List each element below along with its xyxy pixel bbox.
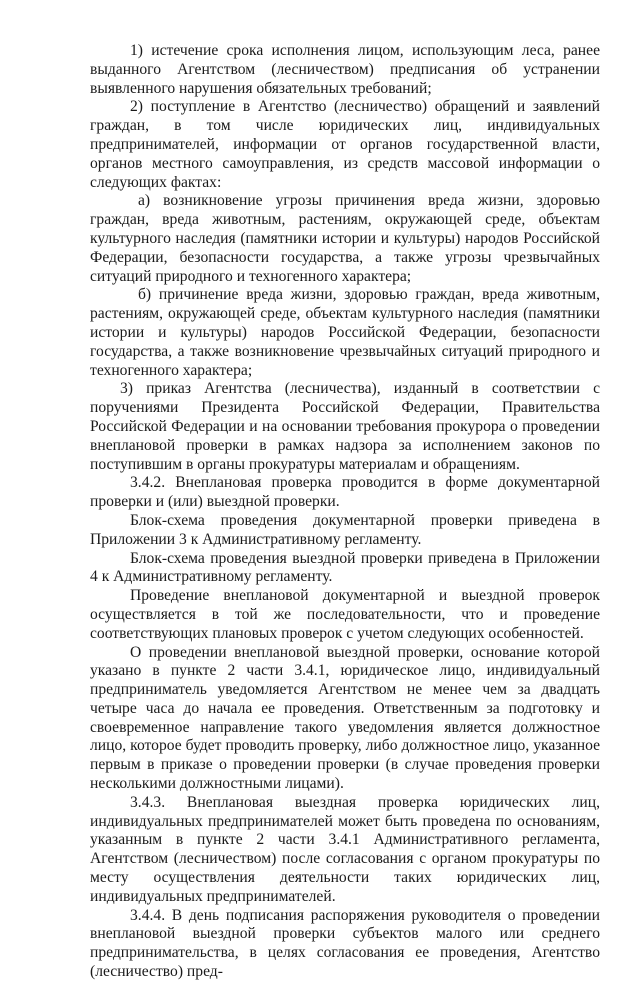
paragraph-subitem-a: а) возникновение угрозы причинения вреда жизни, здоровью граждан, вреда животным, растениям, окружающей среде, объектам культурного наследия (памятники истории и культуры) народов Российской Федерации, безопасности государства, а также угрозы чрезвычайных ситуаций природного и техногенного характера;: [90, 192, 600, 285]
paragraph-flowchart-field: Блок-схема проведения выездной проверки приведена в Приложении 4 к Административному регламенту.: [90, 549, 600, 586]
paragraph-sequence: Проведение внеплановой документарной и выездной проверок осуществляется в той же последовательности, что и проведение соответствующих плановых проверок с учетом следующих особенностей.: [90, 587, 600, 642]
paragraph-3-4-4: 3.4.4. В день подписания распоряжения руководителя о проведении внеплановой выездной проверки субъектов малого или среднего предпринимательства, в целях согласования ее проведения, Агентство (лесничество) пред-: [90, 906, 600, 981]
paragraph-item-3: 3) приказ Агентства (лесничества), изданный в соответствии с поручениями Президента Российской Федерации, Правительства Российской Федерации и на основании требования прокурора о проведении внеплановой проверки в рамках надзора за исполнением законов по поступившим в органы прокуратуры материалам и обращениям.: [90, 380, 600, 473]
paragraph-3-4-2: 3.4.2. Внеплановая проверка проводится в форме документарной проверки и (или) выездной проверки.: [90, 474, 600, 511]
paragraph-flowchart-documentary: Блок-схема проведения документарной проверки приведена в Приложении 3 к Административному регламенту.: [90, 511, 600, 548]
paragraph-3-4-3: 3.4.3. Внеплановая выездная проверка юридических лиц, индивидуальных предпринимателей может быть проведена по основаниям, указанным в пункте 2 части 3.4.1 Административного регламента, Агентством (лесничеством) после согласования с органом прокуратуры по месту осуществления деятельности таких юридических лиц, индивидуальных предпринимателей.: [90, 793, 600, 905]
document-page: [90, 42, 600, 982]
paragraph-subitem-b: б) причинение вреда жизни, здоровью граждан, вреда животным, растениям, окружающей среде, объектам культурного наследия (памятники истории и культуры) народов Российской Федерации, безопасности государства, а также возникновение чрезвычайных ситуаций природного и техногенного характера;: [90, 286, 600, 379]
paragraph-item-1: 1) истечение срока исполнения лицом, использующим леса, ранее выданного Агентством (лесничеством) предписания об устранении выявленного нарушения обязательных требований;: [90, 42, 600, 97]
paragraph-notification: О проведении внеплановой выездной проверки, основание которой указано в пункте 2 части 3.4.1, юридическое лицо, индивидуальный предприниматель уведомляется Агентством не менее чем за двадцать четыре часа до начала ее проведения. Ответственным за подготовку и своевременное направление такого уведомления является должностное лицо, которое будет проводить проверку, либо должностное лицо, указанное первым в приказе о проведении проверки (в случае проведения проверки несколькими должностными лицами).: [90, 643, 600, 793]
paragraph-item-2: 2) поступление в Агентство (лесничество) обращений и заявлений граждан, в том числе юридических лиц, индивидуальных предпринимателей, информации от органов государственной власти, органов местного самоуправления, из средств массовой информации о следующих фактах:: [90, 98, 600, 191]
